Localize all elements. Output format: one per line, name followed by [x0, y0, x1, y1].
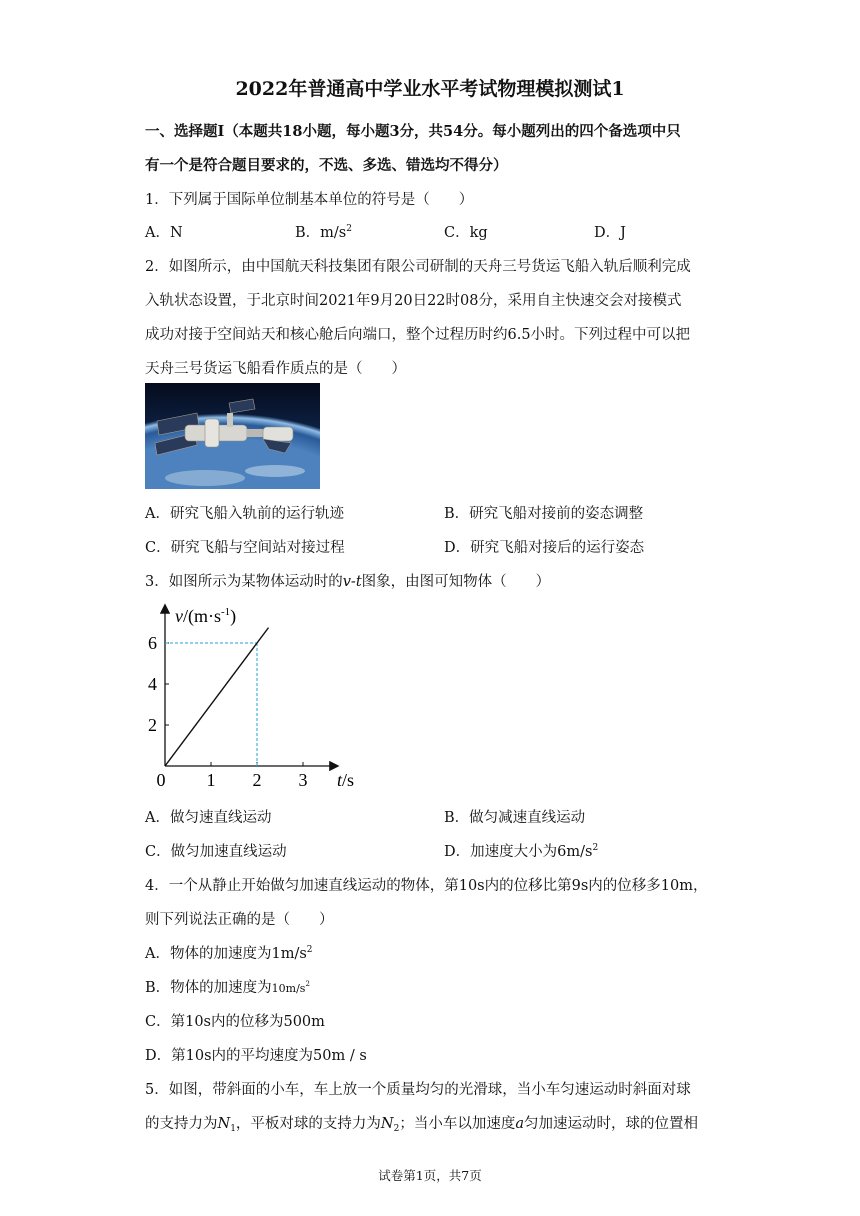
section-heading-line1: 一、选择题Ⅰ（本题共18小题，每小题3分，共54分。每小题列出的四个备选项中只 [145, 123, 681, 140]
q1-stem: 1．下列属于国际单位制基本单位的符号是（ ） [145, 192, 474, 208]
q2-stem-line2: 入轨状态设置，于北京时间2021年9月20日22时08分，采用自主快速交会对接模式 [145, 293, 682, 309]
q3-option-b: B．做匀减速直线运动 [444, 810, 586, 826]
x-tick-label: 0 [156, 770, 166, 790]
page-title: 2022年普通高中学业水平考试物理模拟测试1 [235, 78, 625, 100]
q2-option-c: C．研究飞船与空间站对接过程 [145, 540, 345, 556]
y-axis-label: $v/(m\cdot s^{-1})$ [175, 606, 237, 626]
q4-option-a: A．物体的加速度为$1m/s^2$ [145, 945, 313, 962]
y-tick-label: 4 [148, 674, 157, 694]
q1-option-d: D．J [594, 225, 626, 241]
velocity-line [165, 628, 269, 766]
q1-option-b: B．$m/s^2$ [295, 224, 352, 241]
q1-option-c: C．kg [444, 225, 488, 241]
y-tick-label: 2 [148, 715, 157, 735]
x-tick-label: 3 [298, 770, 308, 790]
x-tick-label: 1 [206, 770, 216, 790]
q3-option-d: D．加速度大小为$6m/s^2$ [444, 843, 599, 860]
q2-option-d: D．研究飞船对接后的运行姿态 [444, 540, 645, 556]
page-footer: 试卷第1页，共7页 [378, 1168, 482, 1183]
q2-option-b: B．研究飞船对接前的姿态调整 [444, 506, 644, 522]
q5-stem-line1: 5．如图，带斜面的小车，车上放一个质量均匀的光滑球，当小车匀速运动时斜面对球 [145, 1082, 691, 1098]
q2-stem-line1: 2．如图所示，由中国航天科技集团有限公司研制的天舟三号货运飞船入轨后顺利完成 [145, 259, 691, 275]
q4-stem-line2: 则下列说法正确的是（ ） [145, 912, 334, 928]
q4-option-b: B．物体的加速度为$10m/s^2$ [145, 980, 310, 996]
q3-option-a: A．做匀速直线运动 [145, 810, 272, 826]
space-station-image [145, 383, 320, 489]
q4-stem-line1: 4．一个从静止开始做匀加速直线运动的物体，第10s内的位移比第9s内的位移多10m， [145, 878, 708, 894]
y-tick-label: 6 [148, 633, 157, 653]
q5-stem-line2: 的支持力为$N_1$，平板对球的支持力为$N_2$；当小车以加速度a匀加速运动时，球的位置相 [145, 1116, 698, 1134]
q3-stem: 3．如图所示为某物体运动时的v-t图象，由图可知物体（ ） [145, 574, 551, 590]
q4-option-d: D．第10s内的平均速度为50m / s [145, 1048, 367, 1064]
x-axis-label: t/s [337, 770, 355, 790]
q2-option-a: A．研究飞船入轨前的运行轨迹 [145, 506, 344, 522]
q2-stem-line4: 天舟三号货运飞船看作质点的是（ ） [145, 361, 406, 377]
vt-graph [145, 600, 365, 790]
section-heading-line2: 有一个是符合题目要求的，不选、多选、错选均不得分） [145, 157, 508, 174]
q2-stem-line3: 成功对接于空间站天和核心舱后向端口，整个过程历时约6.5小时。下列过程中可以把 [145, 327, 691, 343]
q4-option-c: C．第10s内的位移为500m [145, 1014, 325, 1030]
x-tick-label: 2 [252, 770, 262, 790]
q3-option-c: C．做匀加速直线运动 [145, 844, 287, 860]
q1-option-a: A．N [145, 225, 183, 241]
